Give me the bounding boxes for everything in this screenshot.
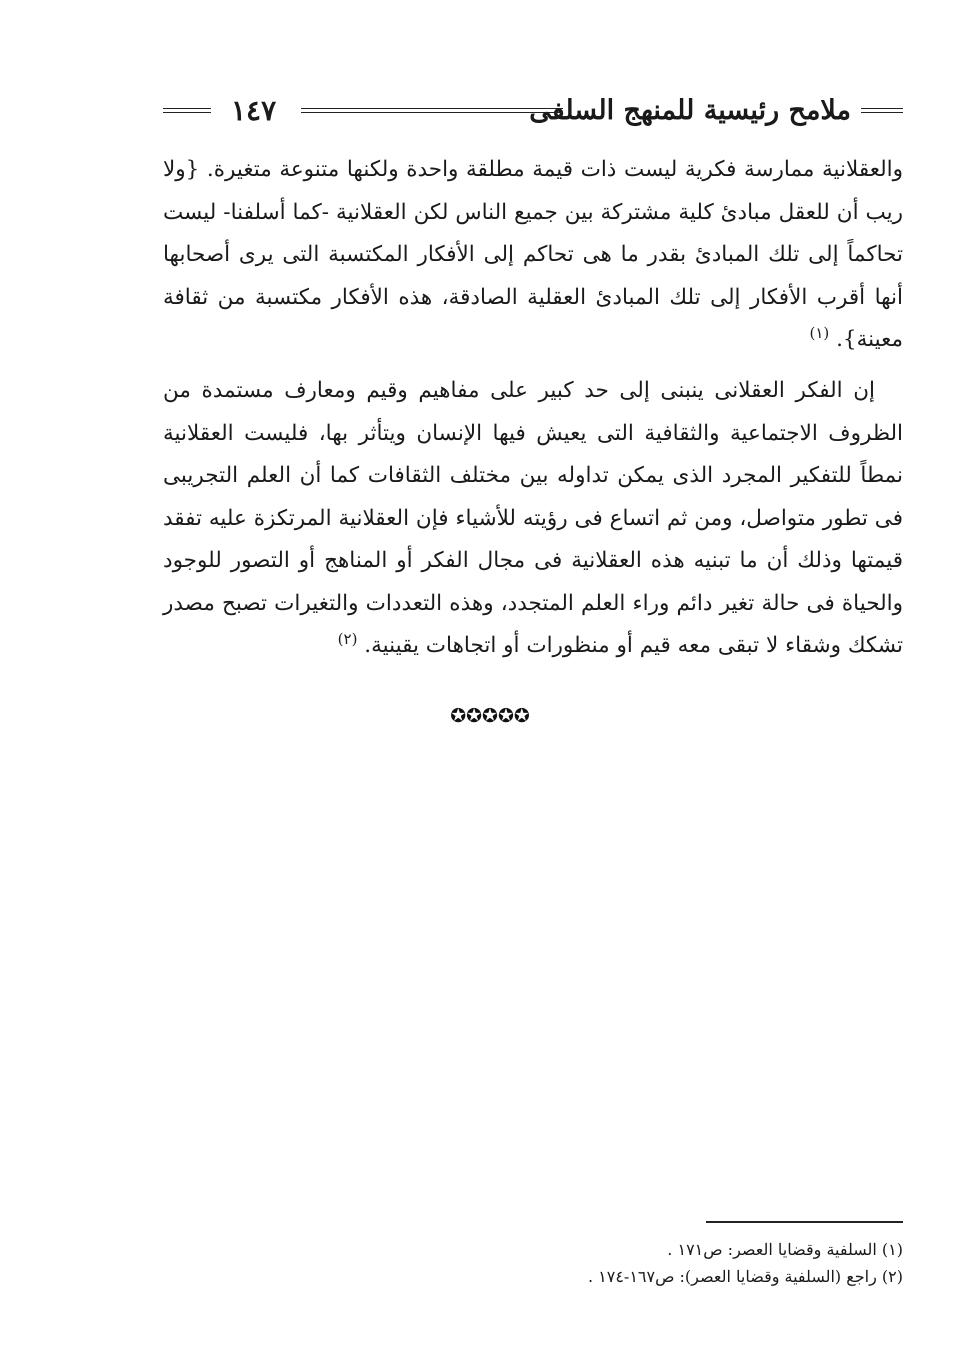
page-number: ١٤٧ <box>231 94 277 127</box>
section-separator-stars: ✪✪✪✪✪ <box>450 705 530 727</box>
footnote-divider <box>706 1221 903 1223</box>
footnote-ref-1[interactable]: (١) <box>809 323 830 342</box>
paragraph-1-text: والعقلانية ممارسة فكرية ليست ذات قيمة مطلقة واحدة ولكنها متنوعة متغيرة. {ولا ريب أن للعقل مبادئ كلية مشتركة بين جميع الناس لكن العقلانية -كما أسلفنا- ليست تحاكماً إلى تلك المبادئ بقدر ما هى تحاكم إلى الأفكار المكتسبة التى يرى أصحابها أنها أقرب الأفكار إلى تلك المبادئ العقلية الصادقة، هذه الأفكار مكتسبة من ثقافة معينة}. <box>163 157 903 352</box>
header-title: ملامح رئيسية للمنهج السلفى <box>529 95 851 126</box>
header-rule-middle <box>301 108 563 113</box>
running-header <box>163 92 903 132</box>
paragraph-1 <box>163 149 903 362</box>
footnote-ref-2[interactable]: (٢) <box>337 629 358 648</box>
paragraph-2-text: إن الفكر العقلانى ينبنى إلى حد كبير على مفاهيم وقيم ومعارف مستمدة من الظروف الاجتماعية والثقافية التى يعيش فيها الإنسان ويتأثر بها، فليست العقلانية نمطاً للتفكير المجرد الذى يمكن تداوله بين مختلف الثقافات كما أن العلم التجريبى فى تطور متواصل، ومن ثم اتساع فى رؤيته للأشياء فإن العقلانية المرتكزة عليه تفقد قيمتها وذلك أن ما تبنيه هذه العقلانية فى مجال الفكر أو المناهج أو التصور للوجود والحياة فى حالة تغير دائم وراء العلم المتجدد، وهذه التعددات والتغيرات تصبح مصدر تشكك وشقاء لا تبقى معه قيم أو منظورات أو اتجاهات يقينية. <box>163 378 903 658</box>
paragraph-2 <box>163 370 903 668</box>
footnotes <box>363 1236 903 1290</box>
header-rule-left <box>163 108 211 113</box>
header-rule-right <box>861 108 903 113</box>
footnote-2: (٢) راجع (السلفية وقضايا العصر): ص١٦٧-١٧٤ . <box>587 1267 903 1286</box>
footnote-1: (١) السلفية وقضايا العصر: ص١٧١ . <box>667 1240 903 1259</box>
